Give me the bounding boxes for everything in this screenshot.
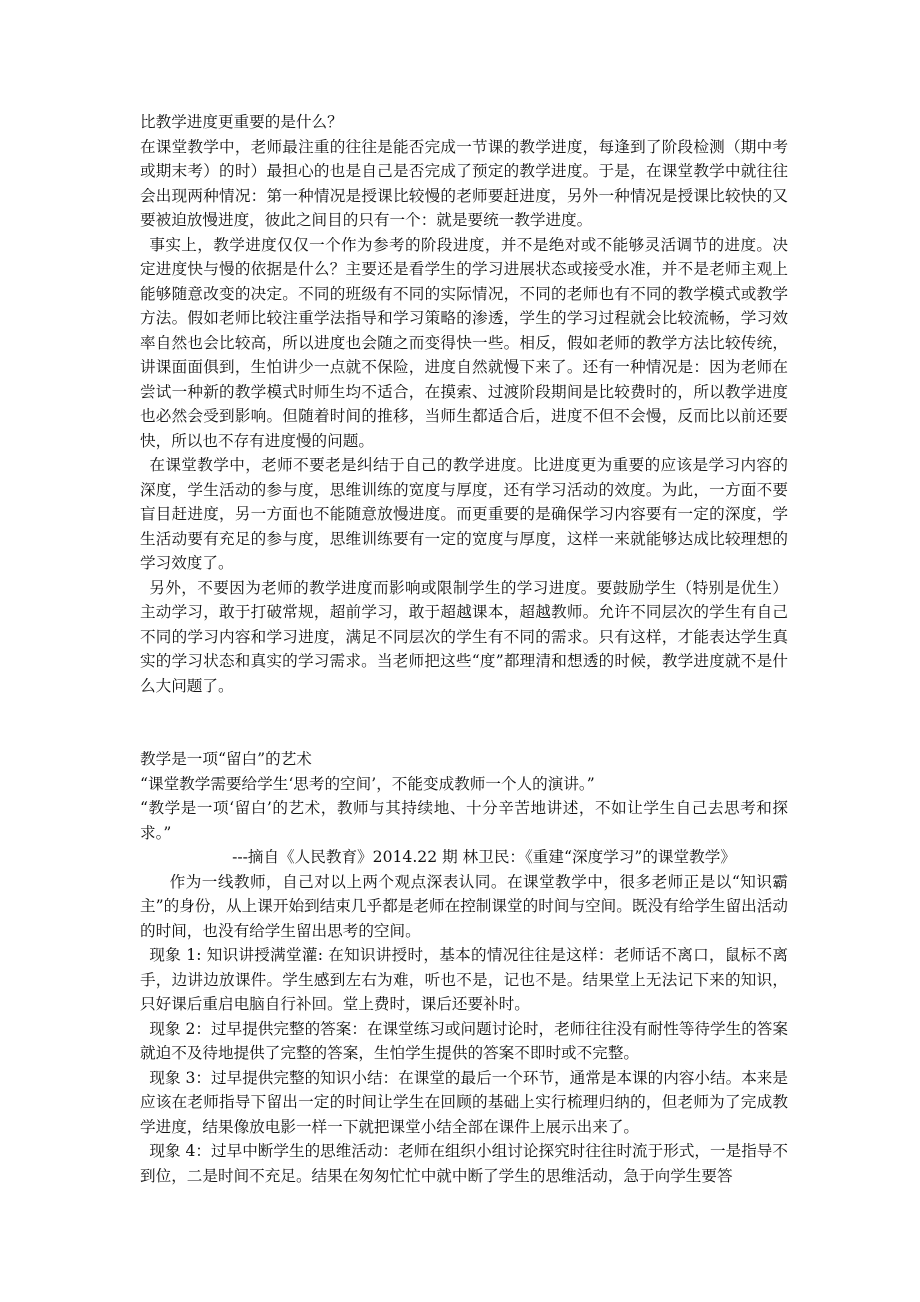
section1-title: 比教学进度更重要的是什么？ (140, 113, 343, 131)
section2-title: 教学是一项“留白”的艺术 (140, 750, 312, 768)
phenomenon-paragraph: 现象 2：过早提供完整的答案：在课堂练习或问题讨论时，老师往往没有耐性等待学生的答案就迫不及待地提供了完整的答案，生怕学生提供的答案不即时或不完整。 (140, 1019, 788, 1062)
phenomenon-paragraph: 现象 1: 知识讲授满堂灌: 在知识讲授时，基本的情况往往是这样：老师话不离口，鼠标不离手，边讲边放课件。学生感到左右为难，听也不是，记也不是。结果堂上无法记下来的知识，只好课后重启电脑自行补回。堂上费时，课后还要补时。 (140, 946, 788, 1013)
quote-1: “课堂教学需要给学生‘思考的空间’，不能变成教师一个人的演讲。” (140, 774, 595, 793)
section1-paragraph: 在课堂教学中，老师不要老是纠结于自己的教学进度。比进度更为重要的应该是学习内容的深度，学生活动的参与度，思维训练的宽度与厚度，还有学习活动的效度。为此，一方面不要盲目赶进度，另一方面也不能随意放慢进度。而更重要的是确保学习内容要有一定的深度，学生活动要有充足的参与度，思维训练要有一定的宽度与厚度，这样一来就能够达成比较理想的学习效度了。 (140, 456, 788, 572)
citation: ---摘自《人民教育》2014.22 期 林卫民：《重建“深度学习”的课堂教学》 (232, 848, 736, 866)
section1-paragraph: 在课堂教学中，老师最注重的往往是能否完成一节课的教学进度，每逢到了阶段检测（期中考或期末考）的时）最担心的也是自己是否完成了预定的教学进度。于是，在课堂教学中就往往会出现两种情况：第一种情况是授课比较慢的老师要赶进度，另外一种情况是授课比较快的又要被迫放慢进度，彼此之间目的只有一个：就是要统一教学进度。 (140, 137, 788, 229)
intro-paragraph: 作为一线教师，自己对以上两个观点深表认同。在课堂教学中，很多老师正是以“知识霸主”的身份，从上课开始到结束几乎都是老师在控制课堂的时间与空间。既没有给学生留出活动的时间，也没有给学生留出思考的空间。 (140, 872, 788, 940)
section-gap (140, 698, 788, 747)
section1-paragraph: 事实上，教学进度仅仅一个作为参考的阶段进度，并不是绝对或不能够灵活调节的进度。决定进度快与慢的依据是什么？主要还是看学生的学习进展状态或接受水准，并不是老师主观上能够随意改变的决定。不同的班级有不同的实际情况，不同的老师也有不同的教学模式或教学方法。假如老师比较注重学法指导和学习策略的渗透，学生的学习过程就会比较流畅，学习效率自然也会比较高，所以进度也会随之而变得快一些。相反，假如老师的教学方法比较传统，讲课面面俱到，生怕讲少一点就不保险，进度自然就慢下来了。还有一种情况是：因为老师在尝试一种新的教学模式时师生均不适合，在摸索、过渡阶段期间是比较费时的，所以教学进度也必然会受到影响。但随着时间的推移，当师生都适合后，进度不但不会慢，反而比以前还要快，所以也不存有进度慢的问题。 (140, 235, 788, 450)
phenomenon-paragraph: 现象 4：过早中断学生的思维活动：老师在组织小组讨论探究时往往时流于形式，一是指导不到位，二是时间不充足。结果在匆匆忙忙中就中断了学生的思维活动，急于向学生要答 (140, 1142, 788, 1185)
phenomenon-paragraph: 现象 3：过早提供完整的知识小结：在课堂的最后一个环节，通常是本课的内容小结。本来是应该在老师指导下留出一定的时间让学生在回顾的基础上实行梳理归纳的，但老师为了完成教学进度，结果像放电影一样一下就把课堂小结全部在课件上展示出来了。 (140, 1068, 788, 1136)
section1-paragraph: 另外，不要因为老师的教学进度而影响或限制学生的学习进度。要鼓励学生（特别是优生）主动学习，敢于打破常规，超前学习，敢于超越课本，超越教师。允许不同层次的学生有自己不同的学习内容和学习进度，满足不同层次的学生有不同的需求。只有这样，才能表达学生真实的学习状态和真实的学习需求。当老师把这些“度”都理清和想透的时候，教学进度就不是什么大问题了。 (140, 578, 788, 695)
text-column (140, 110, 788, 1188)
quote-2: “教学是一项‘留白’的艺术，教师与其持续地、十分辛苦地讲述，不如让学生自己去思考和探求。” (140, 799, 788, 842)
